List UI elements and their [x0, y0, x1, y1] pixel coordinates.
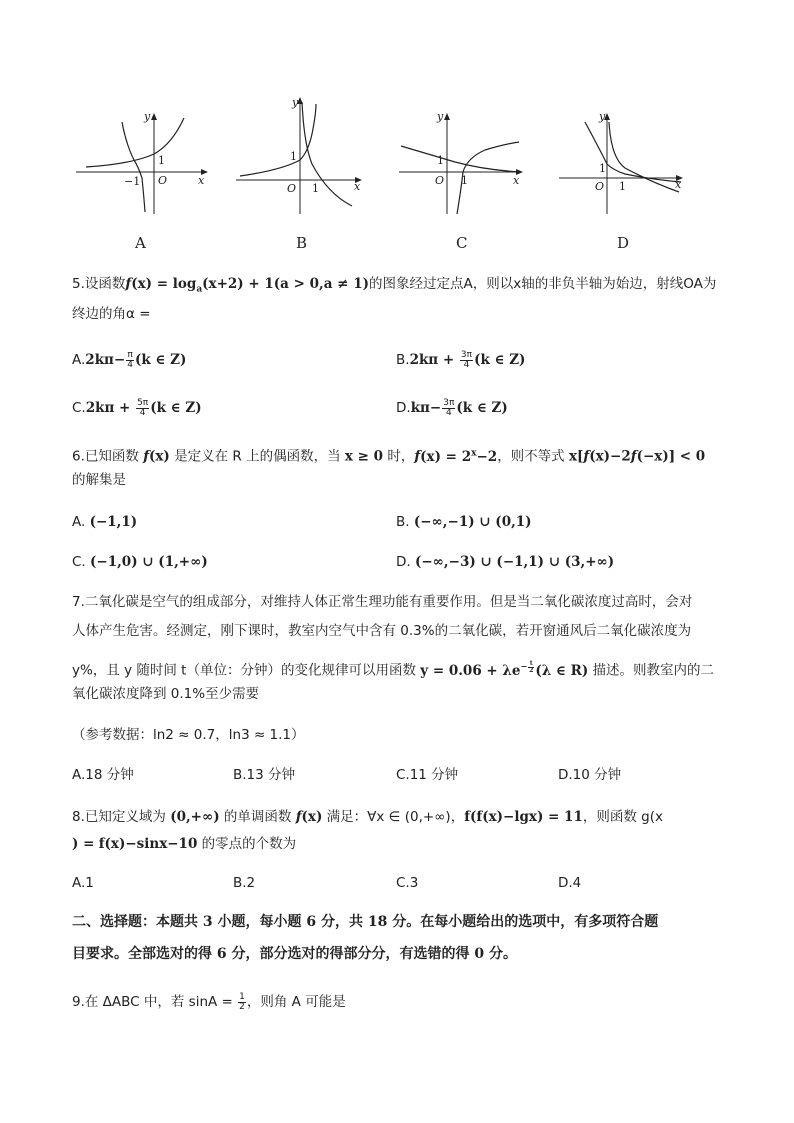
q6-stem-line2: 的解集是: [72, 472, 126, 488]
graph-d-x-label: x: [675, 178, 682, 191]
graph-d-origin: O: [595, 180, 605, 193]
graph-a-x-label: x: [198, 174, 205, 187]
q6-option-c[interactable]: C. (−1,0) ∪ (1,+∞): [72, 554, 208, 570]
graph-a-tick-minus1: −1: [124, 175, 141, 188]
q5-option-c[interactable]: C.2kπ + $\frac{5\pi}{4}$ (k ∈ Z): [72, 397, 202, 418]
graph-c-x-label: x: [513, 174, 520, 187]
q5-stem-line1: 5.设函数$f(x) = \log_a(x+2) + 1(a > 0,a \ne 1)$的图象经过定点A，则以x轴的非负半轴为始边，射线OA为: [72, 276, 717, 295]
graph-b-x-label: x: [354, 180, 361, 193]
q9-stem: 9.在 ΔABC 中，若 sinA = $\frac{1}{2}$ ，则角 A 可能是: [72, 991, 346, 1012]
graph-b-tick-1x: 1: [312, 182, 319, 195]
q8-line2: ) = f(x)−sinx−10 的零点的个数为: [72, 836, 297, 852]
q5-stem-line2: 终边的角α =: [72, 306, 151, 322]
graph-d-tick-1y: 1: [599, 162, 606, 175]
section2-heading-line1: 二、选择题：本题共 3 小题，每小题 6 分，共 18 分。在每小题给出的选项中，有多项符合题: [72, 914, 659, 930]
q5-option-b[interactable]: B.2kπ + $\frac{3\pi}{4}$ (k ∈ Z): [396, 349, 526, 370]
graph-label-c: C: [456, 234, 468, 252]
q7-option-c[interactable]: C.11 分钟: [396, 767, 459, 783]
graph-b-y-label: y: [292, 96, 299, 109]
graph-c-origin: O: [435, 174, 445, 187]
graph-b: [232, 94, 372, 218]
q6-option-a[interactable]: A. (−1,1): [72, 514, 138, 530]
q7-reference: （参考数据：ln2 ≈ 0.7，ln3 ≈ 1.1）: [72, 727, 305, 743]
q6-option-d[interactable]: D. (−∞,−3) ∪ (−1,1) ∪ (3,+∞): [396, 554, 615, 570]
q5-option-d[interactable]: D.kπ− $\frac{3\pi}{4}$ (k ∈ Z): [396, 397, 508, 418]
q8-line1: 8.已知定义域为 (0,+∞) 的单调函数 f(x) 满足：∀x ∈ (0,+∞)，f(f(x)−lgx) = 11，则函数 g(x: [72, 809, 663, 825]
graph-c-y-label: y: [437, 110, 444, 123]
q7-line3: y%，且 y 随时间 t（单位：分钟）的变化规律可以用函数 $y = 0.06 + \lambda e^{- \frac{t}{2}}$ (λ ∈ R) 描述。则教室内的二: [72, 659, 715, 679]
graph-b-origin: O: [287, 182, 297, 195]
q6-stem-line1: 6.已知函数 f(x) 是定义在 R 上的偶函数，当 x ≥ 0 时，$f(x) = 2^x-2$，则不等式 x[f(x)−2f(−x)] < 0: [72, 448, 706, 465]
q8-option-d[interactable]: D.4: [558, 875, 582, 891]
section2-heading-line2: 目要求。全部选对的得 6 分，部分选对的得部分分，有选错的得 0 分。: [72, 946, 517, 962]
graph-label-a: A: [135, 234, 146, 252]
graph-d: [555, 108, 695, 218]
graph-a-y-label: y: [144, 110, 151, 123]
graph-d-tick-1x: 1: [619, 180, 626, 193]
graph-c: [395, 108, 535, 218]
q7-option-d[interactable]: D.10 分钟: [558, 767, 622, 783]
graph-b-tick-1y: 1: [290, 150, 297, 163]
graph-c-tick-1x: 1: [461, 174, 468, 187]
q7-line4: 氧化碳浓度降到 0.1%至少需要: [72, 686, 260, 702]
q7-line1: 7.二氧化碳是空气的组成部分，对维持人体正常生理功能有重要作用。但是当二氧化碳浓度过高时，会对: [72, 594, 693, 610]
graph-label-b: B: [296, 234, 308, 252]
graph-label-d: D: [617, 234, 630, 252]
q8-option-b[interactable]: B.2: [233, 875, 256, 891]
q7-option-a[interactable]: A.18 分钟: [72, 767, 134, 783]
graph-c-tick-1y: 1: [437, 154, 444, 167]
q6-option-b[interactable]: B. (−∞,−1) ∪ (0,1): [396, 514, 532, 530]
q8-option-a[interactable]: A.1: [72, 875, 94, 891]
q5-option-a[interactable]: A.2kπ− $\frac{\pi}{4}$ (k ∈ Z): [72, 349, 187, 370]
q7-line2: 人体产生危害。经测定，刚下课时，教室内空气中含有 0.3%的二氧化碳，若开窗通风后二氧化碳浓度为: [72, 623, 692, 639]
graph-a-tick-1: 1: [158, 154, 165, 167]
graph-a: [72, 108, 212, 218]
graph-d-y-label: y: [599, 110, 606, 123]
graph-a-origin: O: [158, 174, 168, 187]
q8-option-c[interactable]: C.3: [396, 875, 419, 891]
q7-option-b[interactable]: B.13 分钟: [233, 767, 296, 783]
